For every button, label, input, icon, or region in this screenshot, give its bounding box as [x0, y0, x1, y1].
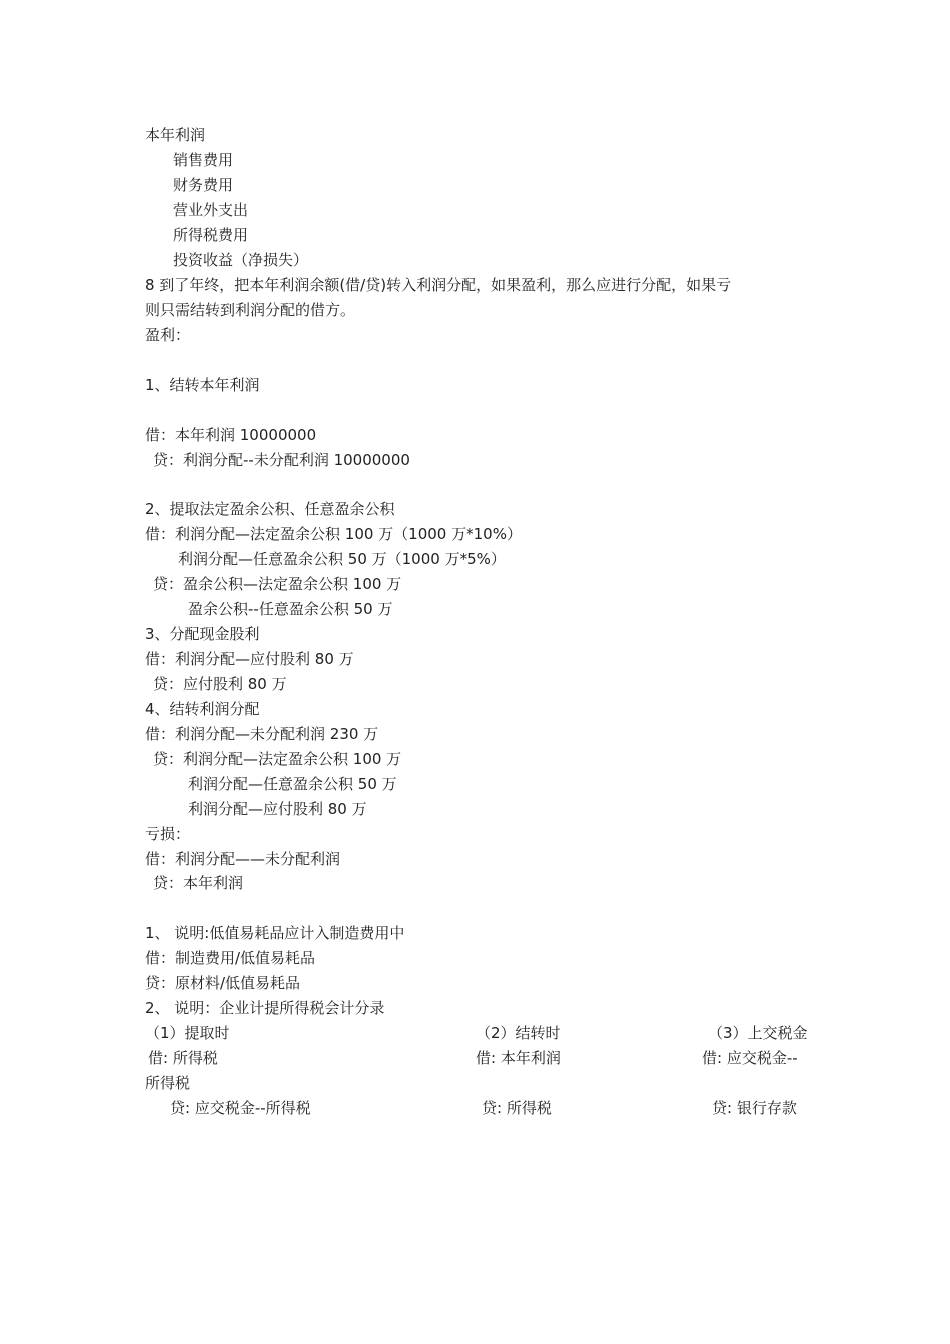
debit-line: 借：利润分配—未分配利润 230 万 — [145, 725, 379, 743]
credit-line: 贷：应付股利 80 万 — [153, 675, 287, 693]
column-heading: （1）提取时 — [145, 1024, 230, 1042]
credit-line: 贷: 所得税 — [482, 1099, 552, 1117]
list-item: 所得税费用 — [173, 226, 249, 244]
list-item: 销售费用 — [173, 151, 234, 169]
debit-line-continuation: 所得税 — [145, 1074, 191, 1092]
credit-line: 贷：原材料/低值易耗品 — [145, 974, 301, 992]
debit-line: 借: 应交税金-- — [702, 1049, 798, 1067]
column-heading: （2）结转时 — [476, 1024, 561, 1042]
paragraph-line: 8 到了年终，把本年利润余额(借/贷)转入利润分配，如果盈利，那么应进行分配，如果亏 — [145, 276, 732, 294]
debit-line: 借: 本年利润 — [476, 1049, 561, 1067]
step-heading: 1、结转本年利润 — [145, 376, 260, 394]
credit-line: 利润分配—应付股利 80 万 — [188, 800, 367, 818]
credit-line: 盈余公积--任意盈余公积 50 万 — [188, 600, 393, 618]
credit-line: 贷：利润分配--未分配利润 10000000 — [153, 451, 410, 469]
section-title: 本年利润 — [145, 126, 206, 144]
debit-line: 借：本年利润 10000000 — [145, 426, 317, 444]
note-heading: 1、 说明:低值易耗品应计入制造费用中 — [145, 924, 405, 942]
debit-line: 借：制造费用/低值易耗品 — [145, 949, 316, 967]
credit-line: 贷：本年利润 — [153, 874, 244, 892]
debit-line: 借: 所得税 — [148, 1049, 218, 1067]
step-heading: 3、分配现金股利 — [145, 625, 260, 643]
credit-line: 利润分配—任意盈余公积 50 万 — [188, 775, 397, 793]
list-item: 营业外支出 — [173, 201, 249, 219]
credit-line: 贷: 应交税金--所得税 — [170, 1099, 311, 1117]
debit-line: 借：利润分配——未分配利润 — [145, 850, 341, 868]
debit-line: 借：利润分配—应付股利 80 万 — [145, 650, 354, 668]
list-item: 投资收益（净损失） — [173, 251, 309, 269]
credit-line: 贷: 银行存款 — [712, 1099, 797, 1117]
credit-line: 贷：盈余公积—法定盈余公积 100 万 — [153, 575, 402, 593]
note-heading: 2、 说明：企业计提所得税会计分录 — [145, 999, 385, 1017]
step-heading: 4、结转利润分配 — [145, 700, 260, 718]
step-heading: 2、提取法定盈余公积、任意盈余公积 — [145, 500, 395, 518]
credit-line: 贷：利润分配—法定盈余公积 100 万 — [153, 750, 402, 768]
debit-line: 借：利润分配—法定盈余公积 100 万（1000 万*10%） — [145, 525, 522, 543]
loss-label: 亏损： — [145, 825, 191, 843]
column-heading: （3）上交税金 — [708, 1024, 808, 1042]
paragraph-line: 则只需结转到利润分配的借方。 — [145, 301, 356, 319]
list-item: 财务费用 — [173, 176, 234, 194]
debit-line: 利润分配—任意盈余公积 50 万（1000 万*5%） — [178, 550, 506, 568]
profit-label: 盈利： — [145, 326, 191, 344]
